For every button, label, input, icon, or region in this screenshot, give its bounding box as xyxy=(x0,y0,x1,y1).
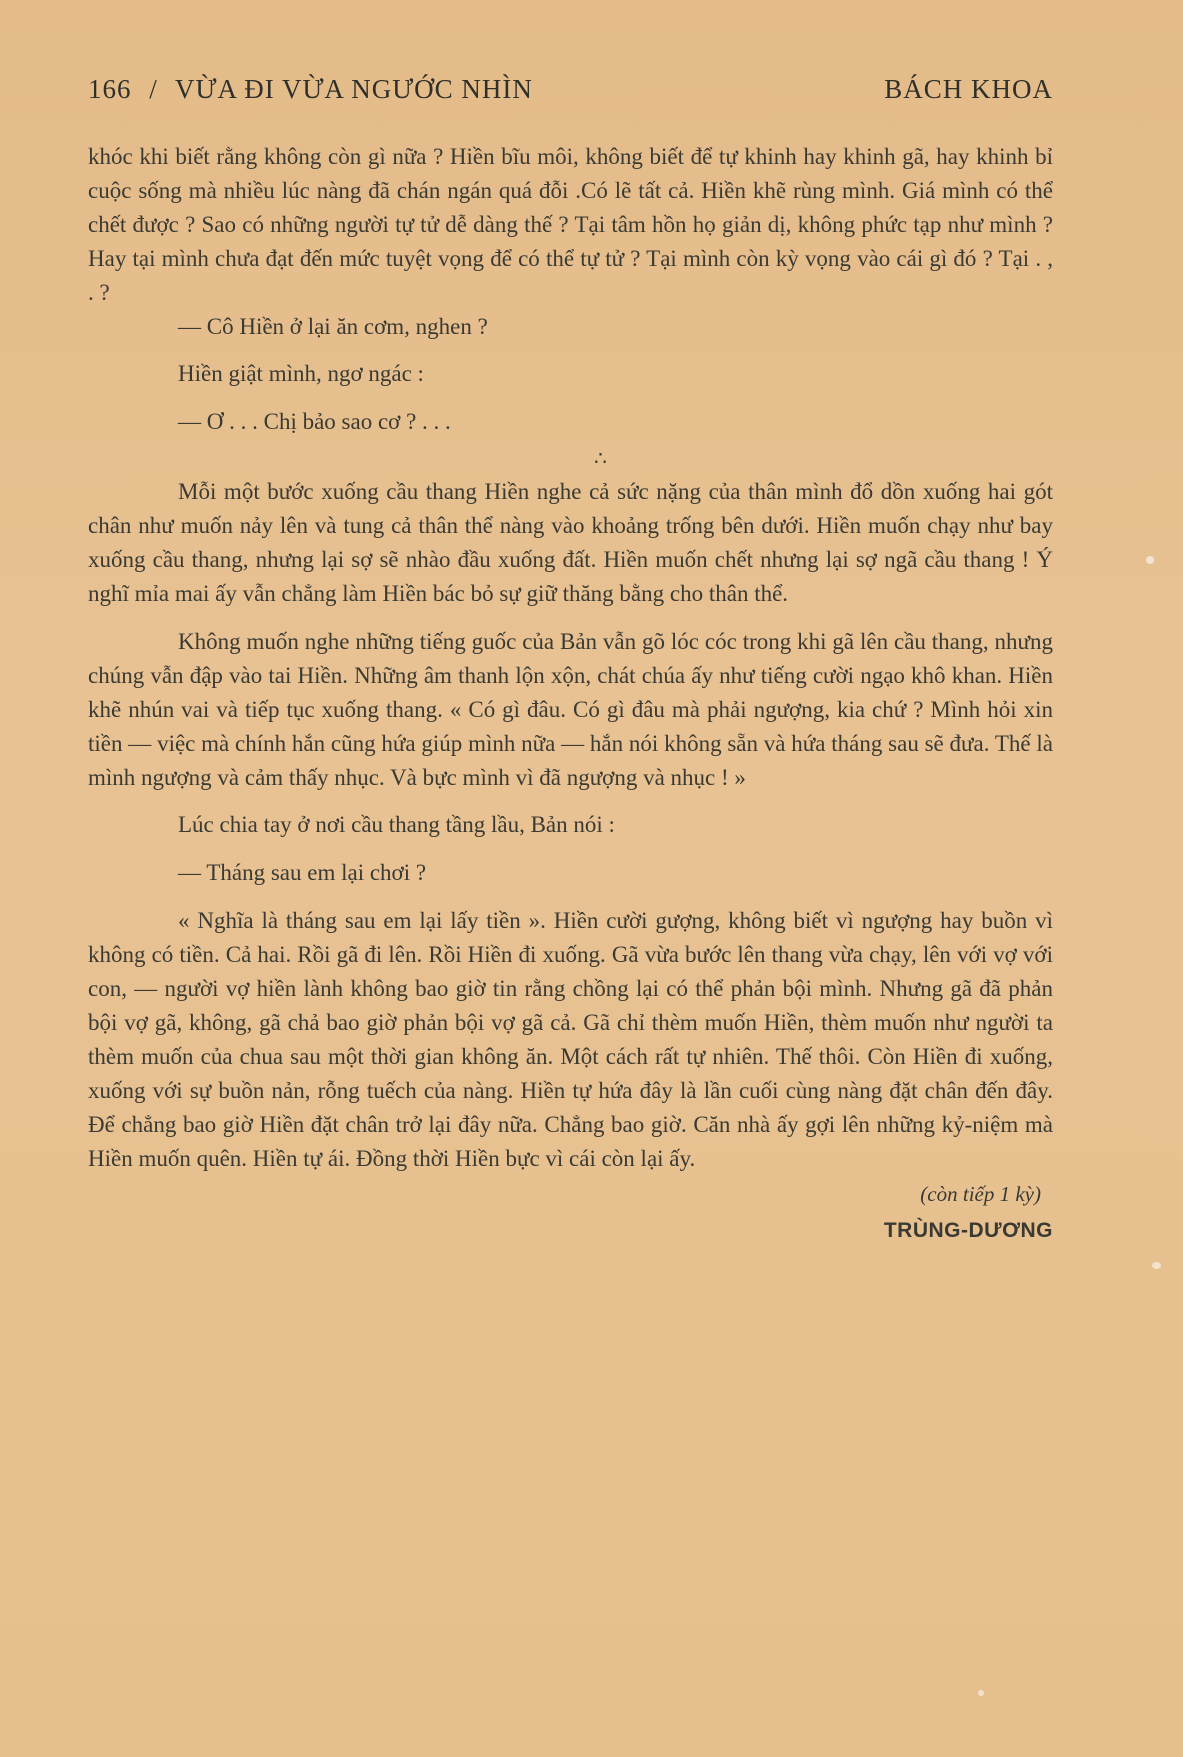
section-break-ornament xyxy=(88,447,1053,471)
dialogue-line-2: — Ơ . . . Chị bảo sao cơ ? . . . xyxy=(178,409,451,435)
header-left xyxy=(88,74,543,105)
dialogue-line-3: — Tháng sau em lại chơi ? xyxy=(178,860,427,886)
section-title: VỪA ĐI VỪA NGƯỚC NHÌN xyxy=(175,74,533,104)
paragraph-1: khóc khi biết rằng không còn gì nữa ? Hiền bĩu môi, không biết để tự khinh hay khinh gã, hay khinh bỉ cuộc sống mà nhiều lúc nàng đã chán ngán quá đỗi .Có lẽ tất cả. Hiền khẽ rùng mình. Giá mình có thể chết được ? Sao có những người tự tử dễ dàng thế ? Tại tâm hồn họ giản dị, không phức tạp như mình ? Hay tại mình chưa đạt đến mức tuyệt vọng để có thể tự tử ? Tại mình còn kỳ vọng vào cái gì đó ? Tại . , . ? xyxy=(88,144,1053,305)
author-signature: TRÙNG-DƯƠNG xyxy=(883,1219,1053,1243)
paragraph-4: Không muốn nghe những tiếng guốc của Bản vẫn gõ lóc cóc trong khi gã lên cầu thang, nhưng chúng vẫn đập vào tai Hiền. Những âm thanh lộn xộn, chát chúa ấy như tiếng cười ngạo khô khan. Hiền khẽ nhún vai và tiếp tục xuống thang. « Có gì đâu. Có gì đâu mà phải ngượng, kia chứ ? Mình hỏi xin tiền — việc mà chính hắn cũng hứa giúp mình nữa — hắn nói không sẵn và hứa tháng sau sẽ đưa. Thế là mình ngượng và cảm thấy nhục. Và bực mình vì đã ngượng và nhục ! » xyxy=(88,628,1053,790)
author-line xyxy=(88,1213,1053,1248)
paper-speck xyxy=(1146,556,1154,564)
magazine-name: BÁCH KHOA xyxy=(884,74,1053,104)
page-number: 166 xyxy=(88,74,132,104)
dialogue-line-1: — Cô Hiền ở lại ăn cơm, nghen ? xyxy=(178,313,488,339)
paragraph-6: « Nghĩa là tháng sau em lại lấy tiền ». Hiền cười gượng, không biết vì ngượng hay buồn vì không có tiền. Cả hai. Rồi gã đi lên. Rồi Hiền đi xuống. Gã vừa bước lên thang vừa chạy, lên với vợ với con, — người vợ hiền lành không bao giờ tin rằng chồng lại có thể phản bội mình. Nhưng gã đã phản bội vợ gã, không, gã chả bao giờ phản bội vợ gã cả. Gã chỉ thèm muốn Hiền, thèm muốn như người ta thèm muốn của chua sau một thời gian không ăn. Một cách rất tự nhiên. Thế thôi. Còn Hiền đi xuống, xuống với sự buồn nản, rỗng tuếch của nàng. Hiền tự hứa đây là lần cuối cùng nàng đặt chân đến đây. Để chẳng bao giờ Hiền đặt chân trở lại đây nữa. Chẳng bao giờ. Căn nhà ấy gợi lên những kỷ-niệm mà Hiền muốn quên. Hiền tự ái. Đồng thời Hiền bực vì cái còn lại ấy. xyxy=(88,908,1053,1171)
paragraph-3: Mỗi một bước xuống cầu thang Hiền nghe cả sức nặng của thân mình đổ dồn xuống hai gót chân như muốn nảy lên và tung cả thân thể nàng vào khoảng trống bên dưới. Hiền muốn chạy như bay xuống cầu thang, nhưng lại sợ sẽ nhào đầu xuống đất. Hiền muốn chết nhưng lại sợ ngã cầu thang ! Ý nghĩ mỉa mai ấy vẫn chẳng làm Hiền bác bỏ sự giữ thăng bằng cho thân thể. xyxy=(88,479,1053,606)
header-separator: / xyxy=(149,74,158,104)
continued-note: (còn tiếp 1 kỳ) xyxy=(920,1182,1041,1207)
paper-speck xyxy=(1152,1262,1161,1269)
paragraph-5: Lúc chia tay ở nơi cầu thang tầng lầu, Bản nói : xyxy=(178,812,615,838)
ornament-glyph: ∴ xyxy=(594,448,607,471)
page-header xyxy=(88,74,1053,105)
paper-speck xyxy=(978,1690,984,1696)
continued-note-line xyxy=(88,1177,1053,1211)
paragraph-2: Hiền giật mình, ngơ ngác : xyxy=(178,361,424,387)
article-body xyxy=(88,140,1053,1248)
